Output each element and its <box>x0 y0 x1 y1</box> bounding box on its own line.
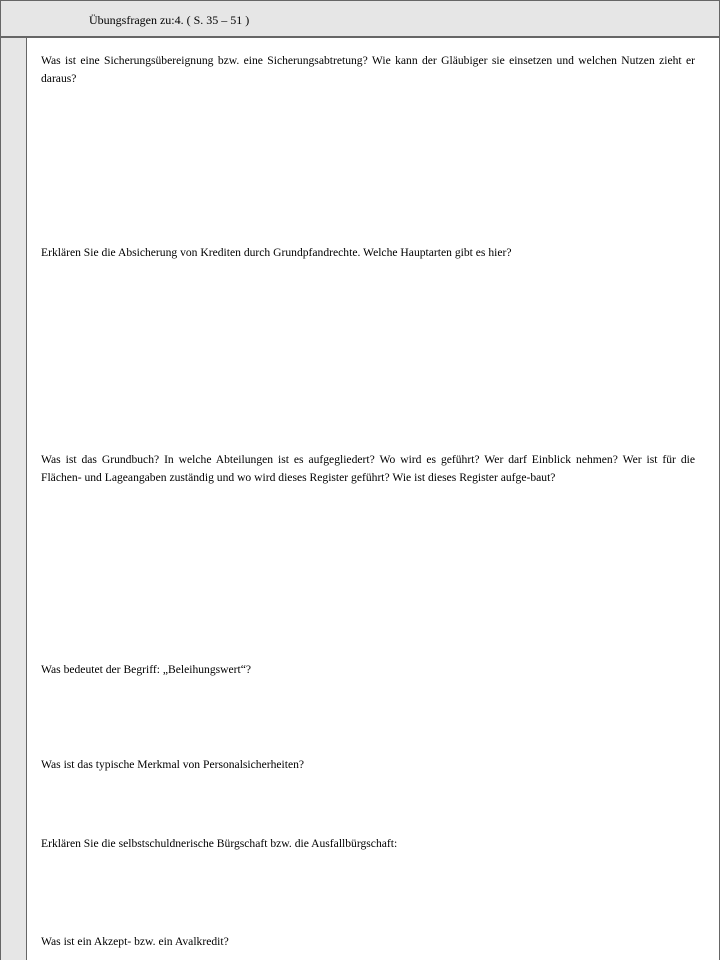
questions-frame <box>0 37 720 960</box>
question-7: Was ist ein Akzept- bzw. ein Avalkredit? <box>41 935 229 948</box>
header-band <box>0 0 720 37</box>
question-5: Was ist das typische Merkmal von Personalsicherheiten? <box>41 758 305 771</box>
question-4: Was bedeutet der Begriff: „Beleihungswert“? <box>41 663 252 676</box>
question-1: Was ist eine Sicherungsübereignung bzw. eine Sicherungsabtretung? Wie kann der Gläubiger sie einsetzen und welchen Nutzen zieht er daraus? <box>41 54 695 85</box>
question-2: Erklären Sie die Absicherung von Krediten durch Grundpfandrechte. Welche Hauptarten gibt es hier? <box>41 246 512 259</box>
margin-column <box>1 38 27 960</box>
question-6: Erklären Sie die selbstschuldnerische Bürgschaft bzw. die Ausfallbürgschaft: <box>41 837 398 850</box>
page-title: Übungsfragen zu:4. ( S. 35 – 51 ) <box>89 13 250 27</box>
question-3: Was ist das Grundbuch? In welche Abteilungen ist es aufgegliedert? Wo wird es geführt? Wer darf Einblick nehmen? Wer ist für die Flächen- und Lageangaben zuständig und wo wird dieses Register geführt? Wie ist dieses Register aufge-baut? <box>41 453 695 484</box>
